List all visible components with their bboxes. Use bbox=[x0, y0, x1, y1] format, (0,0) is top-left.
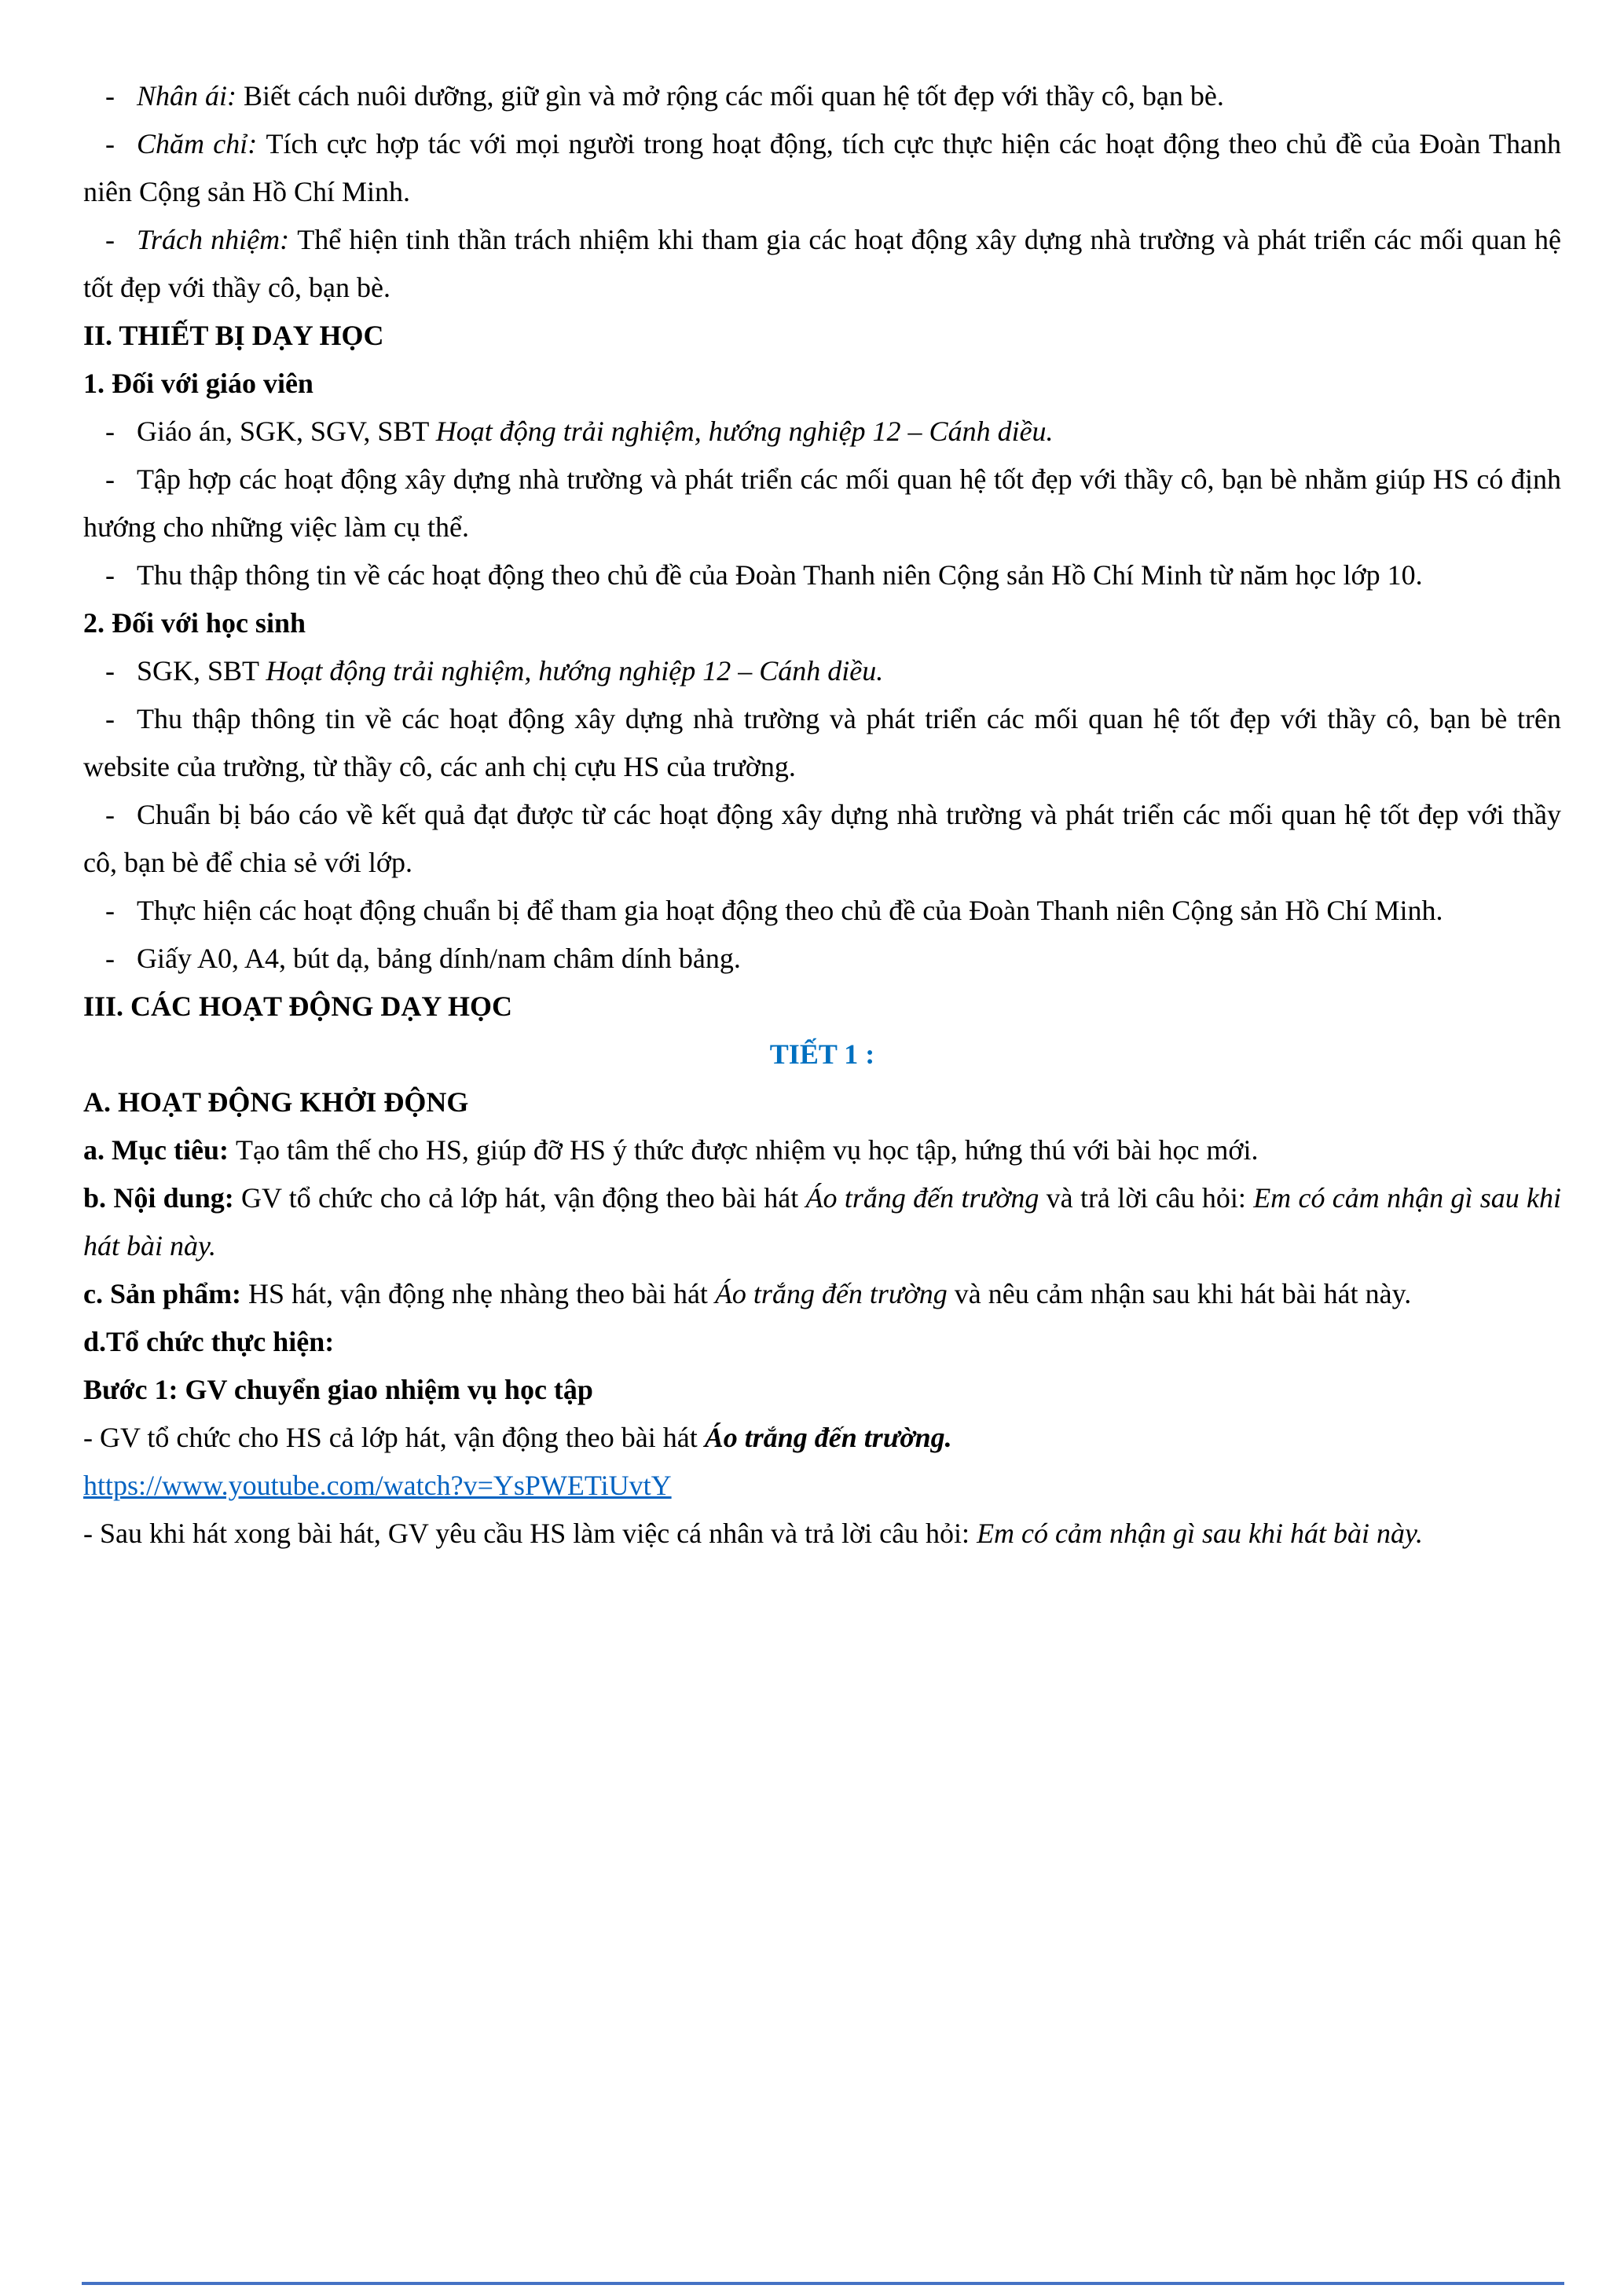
para-youtube-link bbox=[83, 1462, 1561, 1510]
text-segment: Thực hiện các hoạt động chuẩn bị để tham gia hoạt động theo chủ đề của Đoàn Thanh niên Cộng sản Hồ Chí Minh. bbox=[137, 895, 1443, 926]
text-segment: Chuẩn bị báo cáo về kết quả đạt được từ các hoạt động xây dựng nhà trường và phát triển các mối quan hệ tốt đẹp với thầy cô, bạn bè để chia sẻ với lớp. bbox=[83, 799, 1561, 878]
para-sau-khi-hat bbox=[83, 1510, 1561, 1558]
text-segment: - GV tổ chức cho HS cả lớp hát, vận động theo bài hát bbox=[83, 1422, 705, 1453]
text-segment: Tập hợp các hoạt động xây dựng nhà trường và phát triển các mối quan hệ tốt đẹp với thầy cô, bạn bè nhằm giúp HS có định hướng cho những việc làm cụ thể. bbox=[83, 463, 1561, 543]
list-dash: - bbox=[105, 895, 115, 926]
para-buoc-1 bbox=[83, 1366, 1561, 1414]
li-thu-thap-website bbox=[83, 695, 1561, 791]
li-trach-nhiem bbox=[83, 216, 1561, 312]
text-segment: - Sau khi hát xong bài hát, GV yêu cầu HS làm việc cá nhân và trả lời câu hỏi: bbox=[83, 1518, 977, 1549]
heading-a-khoi-dong bbox=[83, 1078, 1561, 1126]
heading-2-doi-voi-hoc-sinh bbox=[83, 599, 1561, 647]
text-segment: Áo trắng đến trường bbox=[714, 1278, 948, 1309]
heading-iii-cac-hoat-dong bbox=[83, 983, 1561, 1031]
text-segment: Áo trắng đến trường. bbox=[704, 1422, 952, 1453]
li-chuan-bi-bao-cao bbox=[83, 791, 1561, 887]
text-segment: Trách nhiệm: bbox=[137, 224, 298, 255]
heading-ii-thiet-bi bbox=[83, 312, 1561, 360]
text-segment: Thu thập thông tin về các hoạt động xây dựng nhà trường và phát triển các mối quan hệ tốt đẹp với thầy cô, bạn bè trên website của trường, từ thầy cô, các anh chị cựu HS của trường. bbox=[83, 703, 1561, 782]
text-segment: Thu thập thông tin về các hoạt động theo chủ đề của Đoàn Thanh niên Cộng sản Hồ Chí Minh từ năm học lớp 10. bbox=[137, 559, 1423, 591]
list-dash: - bbox=[105, 416, 115, 447]
text-segment: Hoạt động trải nghiệm, hướng nghiệp 12 – Cánh diều. bbox=[435, 416, 1054, 447]
li-giay-a0-a4 bbox=[83, 935, 1561, 983]
text-segment: Áo trắng đến trường bbox=[805, 1182, 1039, 1214]
text-segment: TIẾT 1 : bbox=[769, 1038, 875, 1070]
li-tap-hop bbox=[83, 456, 1561, 551]
li-giao-an bbox=[83, 408, 1561, 456]
text-segment: Em có cảm nhận gì sau khi hát bài này. bbox=[977, 1518, 1423, 1549]
para-gv-to-chuc bbox=[83, 1414, 1561, 1462]
list-dash: - bbox=[105, 463, 115, 495]
text-segment: d.Tổ chức thực hiện: bbox=[83, 1326, 335, 1357]
text-segment: và nêu cảm nhận sau khi hát bài hát này. bbox=[947, 1278, 1412, 1309]
text-segment: HS hát, vận động nhẹ nhàng theo bài hát bbox=[248, 1278, 715, 1309]
list-dash: - bbox=[105, 703, 115, 734]
text-segment: Hoạt động trải nghiệm, hướng nghiệp 12 – Cánh diều. bbox=[266, 655, 884, 687]
text-segment: A. HOẠT ĐỘNG KHỞI ĐỘNG bbox=[83, 1086, 469, 1118]
li-sgk-sbt bbox=[83, 647, 1561, 695]
li-nhan-ai bbox=[83, 72, 1561, 120]
text-segment: Giáo án, SGK, SGV, SBT bbox=[137, 416, 436, 447]
text-segment: a. Mục tiêu: bbox=[83, 1134, 236, 1166]
table-top-border bbox=[82, 2282, 1564, 2285]
text-segment: và trả lời câu hỏi: bbox=[1039, 1182, 1254, 1214]
para-to-chuc-thuc-hien bbox=[83, 1318, 1561, 1366]
text-segment: SGK, SBT bbox=[137, 655, 266, 687]
heading-1-doi-voi-giao-vien bbox=[83, 360, 1561, 408]
text-segment: Chăm chỉ: bbox=[137, 128, 266, 159]
text-segment: Biết cách nuôi dưỡng, giữ gìn và mở rộng các mối quan hệ tốt đẹp với thầy cô, bạn bè. bbox=[244, 80, 1224, 112]
text-segment: Thể hiện tinh thần trách nhiệm khi tham gia các hoạt động xây dựng nhà trường và phát triển các mối quan hệ tốt đẹp với thầy cô, bạn bè. bbox=[83, 224, 1561, 303]
text-segment: Em có cảm nhận gì sau khi hát bài này. bbox=[83, 1182, 1562, 1262]
text-segment: Giấy A0, A4, bút dạ, bảng dính/nam châm dính bảng. bbox=[137, 943, 741, 974]
para-muc-tieu bbox=[83, 1126, 1561, 1174]
text-segment: Bước 1: GV chuyển giao nhiệm vụ học tập bbox=[83, 1374, 593, 1405]
text-segment: III. CÁC HOẠT ĐỘNG DẠY HỌC bbox=[83, 991, 513, 1022]
li-thu-thap-lop-10 bbox=[83, 551, 1561, 599]
youtube-link[interactable]: https://www.youtube.com/watch?v=YsPWETiUvtY bbox=[83, 1470, 672, 1501]
li-cham-chi bbox=[83, 120, 1561, 216]
text-segment: Tích cực hợp tác với mọi người trong hoạt động, tích cực thực hiện các hoạt động theo chủ đề của Đoàn Thanh niên Cộng sản Hồ Chí Minh. bbox=[83, 128, 1561, 207]
heading-tiet-1 bbox=[83, 1031, 1561, 1078]
text-segment: Tạo tâm thế cho HS, giúp đỡ HS ý thức được nhiệm vụ học tập, hứng thú với bài học mới. bbox=[235, 1134, 1259, 1166]
list-dash: - bbox=[105, 943, 115, 974]
document-body bbox=[83, 72, 1561, 1558]
list-dash: - bbox=[105, 559, 115, 591]
para-san-pham bbox=[83, 1270, 1561, 1318]
text-segment: 2. Đối với học sinh bbox=[83, 607, 306, 639]
list-dash: - bbox=[105, 80, 115, 112]
text-segment: c. Sản phẩm: bbox=[83, 1278, 249, 1309]
text-segment: b. Nội dung: bbox=[83, 1182, 242, 1214]
list-dash: - bbox=[105, 799, 115, 830]
text-segment: Nhân ái: bbox=[137, 80, 244, 112]
list-dash: - bbox=[105, 224, 115, 255]
text-segment: II. THIẾT BỊ DẠY HỌC bbox=[83, 320, 384, 351]
li-thuc-hien bbox=[83, 887, 1561, 935]
text-segment: GV tổ chức cho cả lớp hát, vận động theo bài hát bbox=[241, 1182, 806, 1214]
para-noi-dung bbox=[83, 1174, 1561, 1270]
list-dash: - bbox=[105, 655, 115, 687]
text-segment: 1. Đối với giáo viên bbox=[83, 368, 313, 399]
list-dash: - bbox=[105, 128, 115, 159]
